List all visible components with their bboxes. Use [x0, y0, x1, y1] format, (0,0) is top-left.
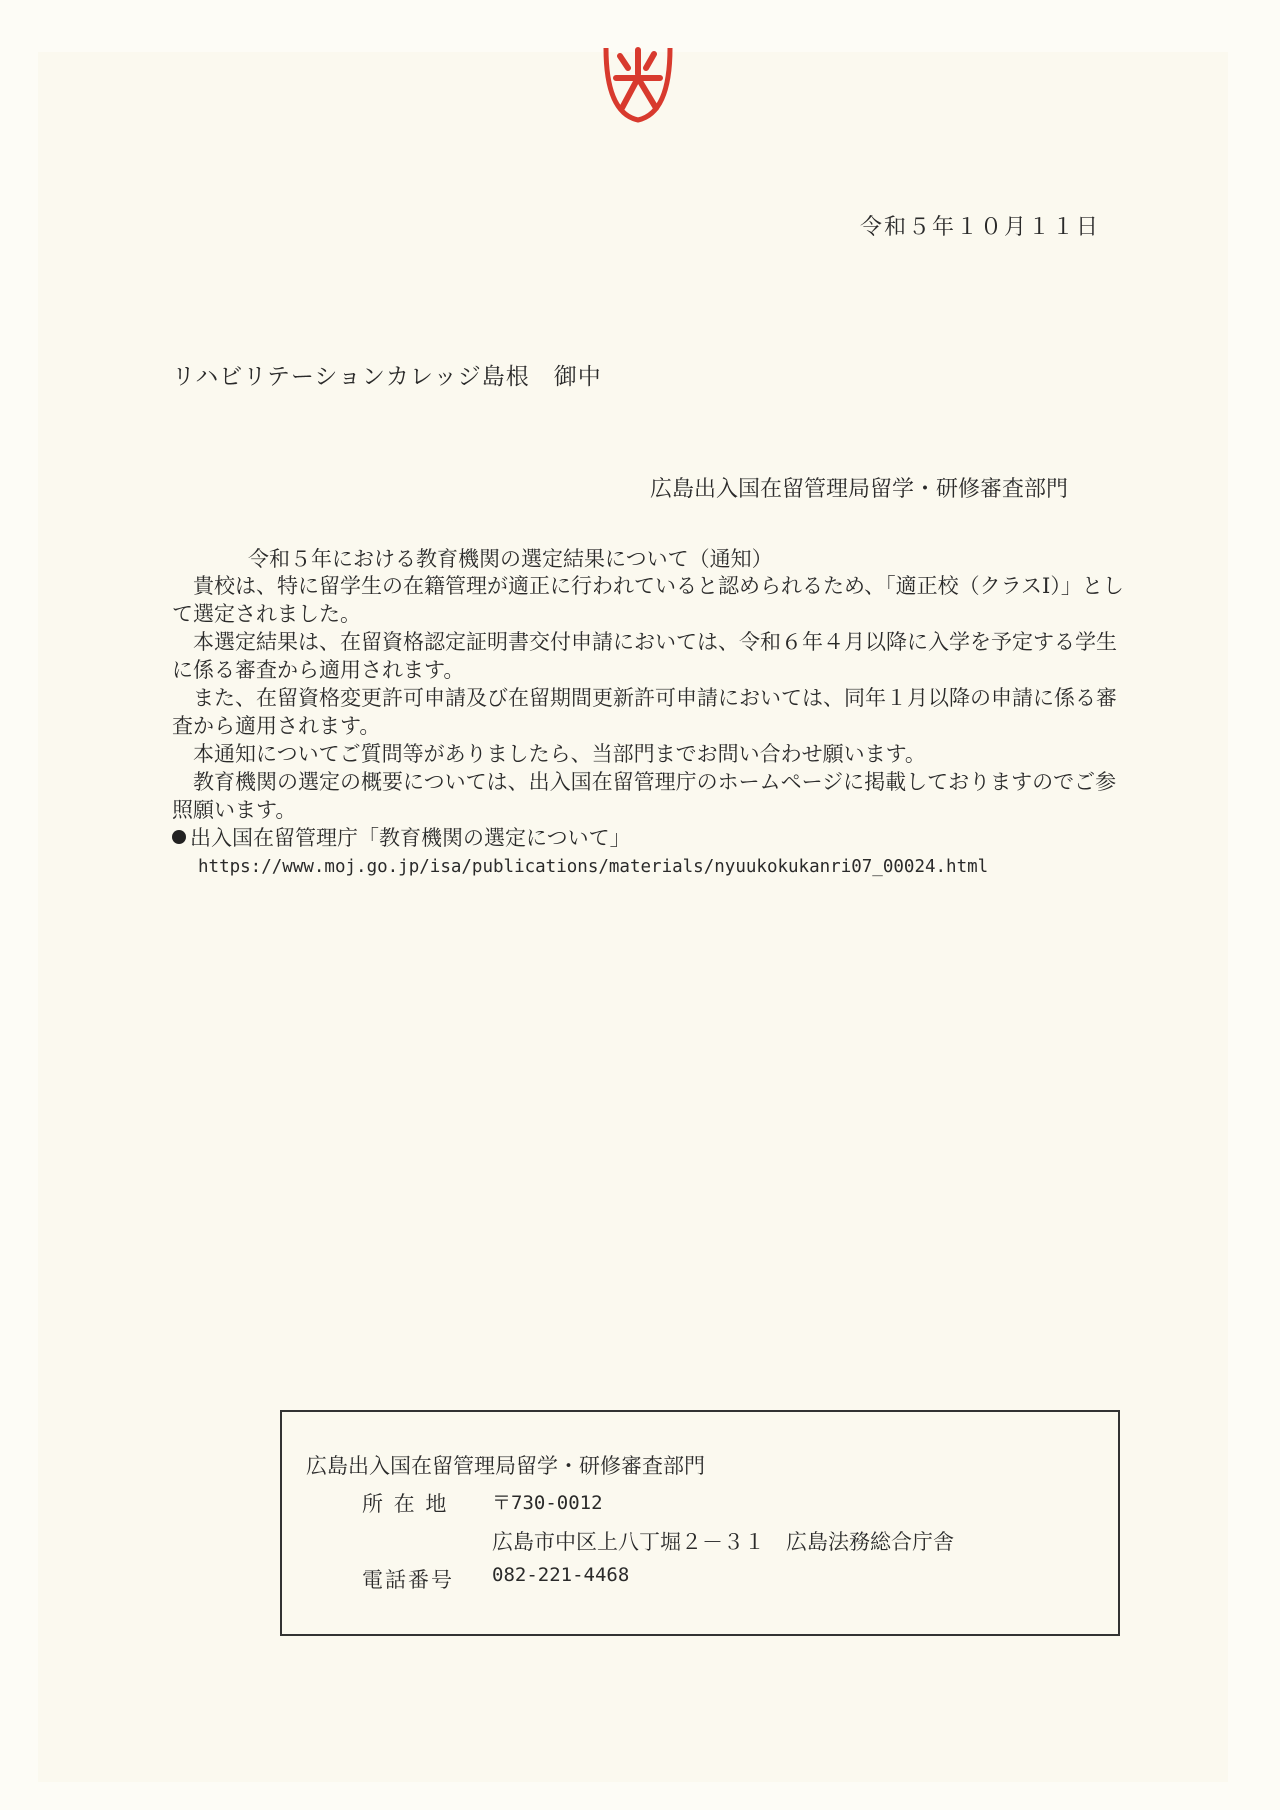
- body-paragraph: 本選定結果は、在留資格認定証明書交付申請においては、令和６年４月以降に入学を予定する学生に係る審査から適用されます。: [172, 630, 1117, 682]
- body-paragraph: また、在留資格変更許可申請及び在留期間更新許可申請においては、同年１月以降の申請に係る審査から適用されます。: [172, 686, 1117, 738]
- body-paragraph: 教育機関の選定の概要については、出入国在留管理庁のホームページに掲載しておりますのでご参照願います。: [172, 770, 1117, 822]
- recipient: リハビリテーションカレッジ島根 御中: [172, 364, 602, 390]
- link-title-line: [172, 824, 1132, 852]
- contact-address-line: [492, 1526, 954, 1556]
- body-paragraph: 本通知についてご質問等がありましたら、当部門までお問い合わせ願います。: [193, 742, 926, 766]
- phone-label: 電話番号: [362, 1568, 454, 1592]
- subject-line: 令和５年における教育機関の選定結果について（通知）: [248, 547, 773, 571]
- address: 広島市中区上八丁堀２－３１ 広島法務総合庁舎: [492, 1530, 954, 1554]
- phone-number: 082-221-4468: [492, 1564, 630, 1586]
- issue-date: 令和５年１０月１１日: [859, 215, 1100, 240]
- sender: 広島出入国在留管理局留学・研修審査部門: [649, 477, 1068, 502]
- body-text: [172, 572, 1132, 882]
- red-seal-stamp-icon: [598, 38, 678, 128]
- bullet-icon: [172, 830, 186, 844]
- address-label: 所 在 地: [362, 1492, 449, 1516]
- contact-box: [280, 1410, 1120, 1636]
- link-title: 出入国在留管理庁「教育機関の選定について」: [190, 826, 631, 850]
- postal-code: 〒730-0012: [492, 1492, 603, 1514]
- contact-phone-row: [362, 1564, 629, 1594]
- contact-address-row: [362, 1488, 603, 1518]
- reference-url[interactable]: https://www.moj.go.jp/isa/publications/materials/nyuukokukanri07_00024.html: [198, 857, 989, 877]
- body-paragraph: 貴校は、特に留学生の在籍管理が適正に行われていると認められるため、「適正校（クラスⅠ）」として選定されました。: [172, 574, 1124, 626]
- contact-department: 広島出入国在留管理局留学・研修審査部門: [306, 1454, 705, 1478]
